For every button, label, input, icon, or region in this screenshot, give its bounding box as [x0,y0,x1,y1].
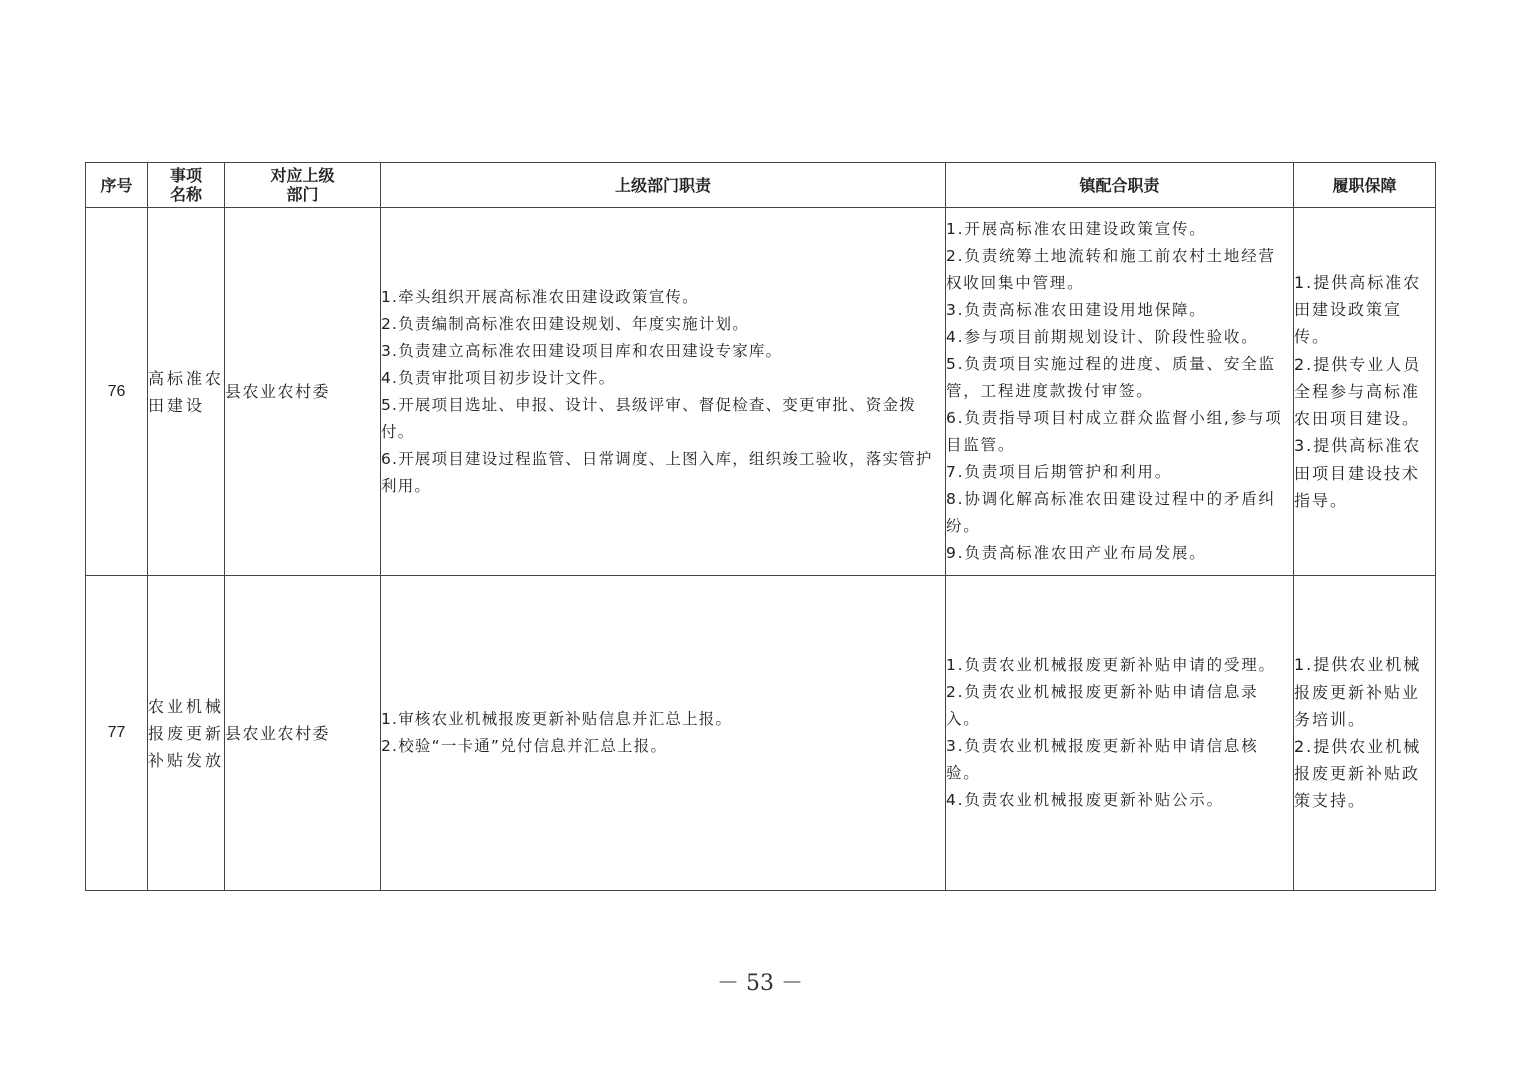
duty-line: 4.参与项目前期规划设计、阶段性验收。 [946,328,1259,346]
row-item-name: 高标准农田建设 [148,208,225,576]
duty-line: 2.负责农业机械报废更新补贴申请信息录入。 [946,683,1259,728]
row-guarantee [1294,576,1436,891]
duty-line: 4.负责审批项目初步设计文件。 [381,368,616,387]
row-upper-duties [381,208,946,576]
row-item-name: 农业机械报废更新补贴发放 [148,576,225,891]
duty-line: 9.负责高标准农田产业布局发展。 [946,544,1207,562]
header-town-duties: 镇配合职责 [946,163,1294,208]
header-item-line2: 名称 [169,185,202,204]
header-dept-line2: 部门 [286,185,319,204]
duty-line: 1.审核农业机械报废更新补贴信息并汇总上报。 [381,710,733,728]
guarantee-line: 3.提供高标准农田项目建设技术指导。 [1294,436,1422,510]
duty-line: 4.负责农业机械报废更新补贴公示。 [946,791,1224,809]
guarantee-line: 2.提供农业机械报废更新补贴政策支持。 [1294,737,1422,811]
duty-line: 3.负责农业机械报废更新补贴申请信息核验。 [946,737,1259,782]
duty-line: 2.负责统筹土地流转和施工前农村土地经营权收回集中管理。 [946,247,1276,292]
guarantee-line: 1.提供高标准农田建设政策宣传。 [1294,273,1422,347]
guarantee-line: 1.提供农业机械报废更新补贴业务培训。 [1294,655,1422,729]
page-number: － 53 － [717,971,803,996]
duty-line: 2.负责编制高标准农田建设规划、年度实施计划。 [381,314,749,333]
duty-line: 3.负责高标准农田建设用地保障。 [946,301,1207,319]
row-seq: 76 [86,208,148,576]
row-dept: 县农业农村委 [225,208,381,576]
guarantee-line: 2.提供专业人员全程参与高标准农田项目建设。 [1294,354,1422,429]
duty-line: 3.负责建立高标准农田建设项目库和农田建设专家库。 [381,341,783,360]
duty-line: 8.协调化解高标准农田建设过程中的矛盾纠纷。 [946,490,1276,535]
row-guarantee [1294,208,1436,576]
row-town-duties [946,208,1294,576]
header-dept [225,163,381,208]
duty-line: 6.负责指导项目村成立群众监督小组,参与项目监管。 [946,409,1283,454]
duty-line: 1.牵头组织开展高标准农田建设政策宣传。 [381,287,699,306]
table-header-row [86,163,1436,208]
header-guarantee: 履职保障 [1294,163,1436,208]
duty-line: 1.开展高标准农田建设政策宣传。 [946,220,1207,238]
row-seq: 77 [86,576,148,891]
duty-line: 5.开展项目选址、申报、设计、县级评审、督促检查、变更审批、资金拨付。 [381,395,916,441]
row-dept: 县农业农村委 [225,576,381,891]
header-seq: 序号 [86,163,148,208]
row-upper-duties [381,576,946,891]
header-upper-duties: 上级部门职责 [381,163,946,208]
header-item-name [148,163,225,208]
row-town-duties [946,576,1294,891]
duty-line: 5.负责项目实施过程的进度、质量、安全监管，工程进度款拨付审签。 [946,355,1276,400]
header-dept-line1: 对应上级 [270,166,335,185]
table-row [86,208,1436,576]
duty-line: 1.负责农业机械报废更新补贴申请的受理。 [946,656,1276,674]
duty-line: 7.负责项目后期管护和利用。 [946,463,1172,481]
table-row [86,576,1436,891]
duty-line: 2.校验“一卡通”兑付信息并汇总上报。 [381,737,668,755]
header-item-line1: 事项 [169,166,202,185]
duty-table [85,162,1436,891]
duty-line: 6.开展项目建设过程监管、日常调度、上图入库，组织竣工验收，落实管护利用。 [381,449,933,495]
